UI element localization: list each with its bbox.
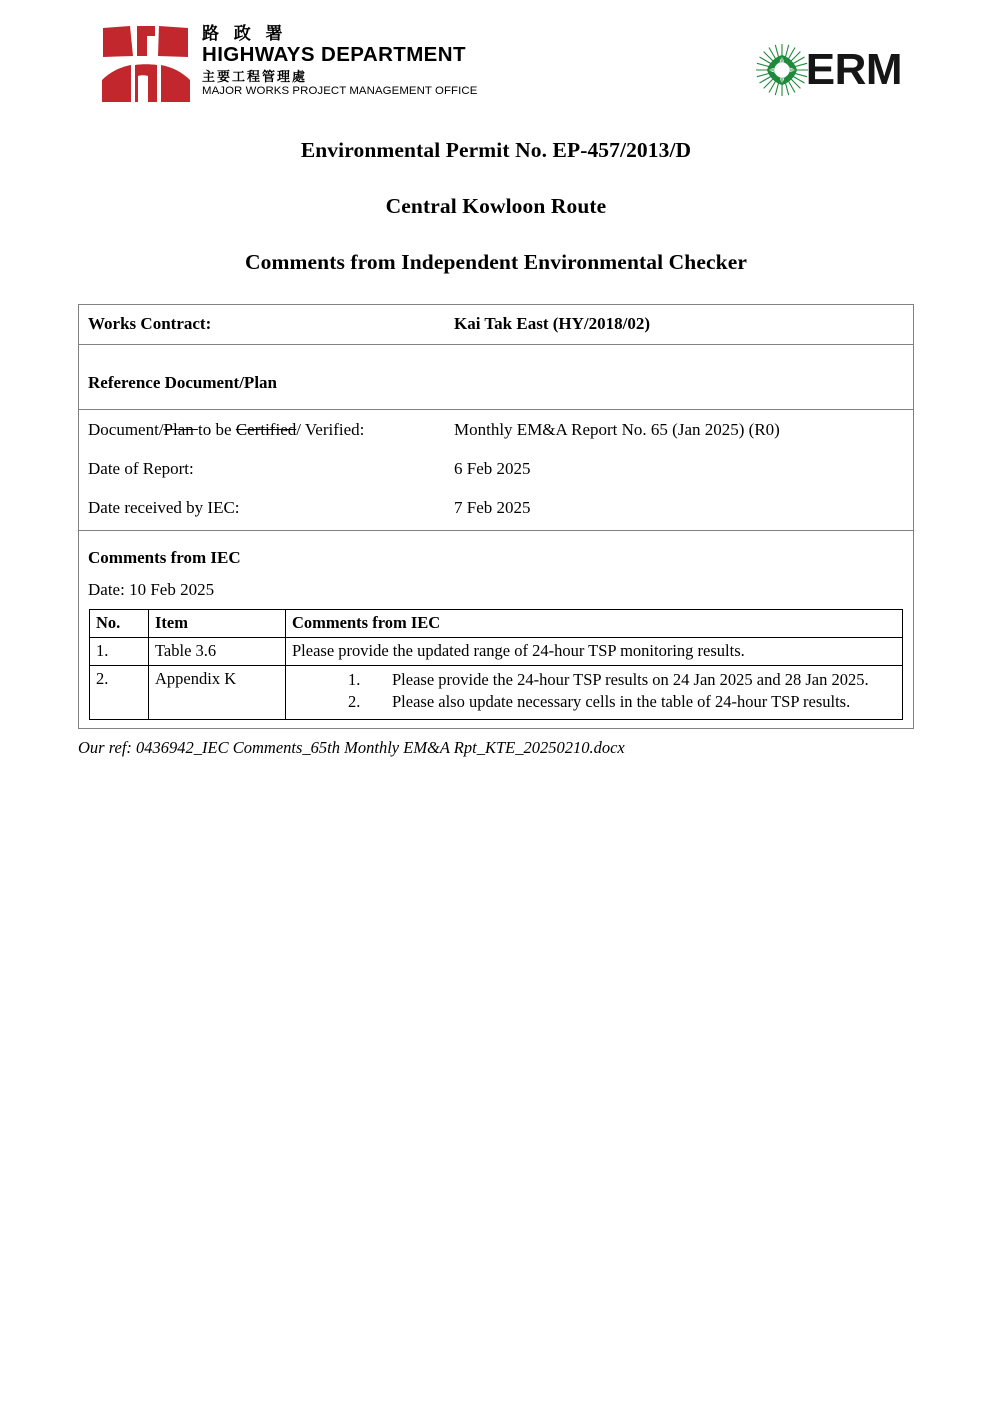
works-contract-value: Kai Tak East (HY/2018/02) — [454, 314, 651, 333]
our-ref-footer: Our ref: 0436942_IEC Comments_65th Monthly EM&A Rpt_KTE_20250210.docx — [78, 738, 625, 757]
hd-logo-chinese-office: 主要工程管理處 — [202, 68, 308, 84]
project-title: Central Kowloon Route — [385, 194, 607, 218]
date-received-row — [88, 498, 904, 518]
date-received-label: Date received by IEC: — [88, 498, 240, 517]
comment-row-text: Please provide the updated range of 24-hour TSP monitoring results. — [286, 638, 903, 666]
reference-document-section-title: Reference Document/Plan — [88, 373, 277, 392]
comment-sublist — [292, 669, 896, 713]
works-contract-row — [79, 305, 914, 345]
comments-from-iec-cell — [79, 531, 914, 729]
comments-column-no: No. — [90, 610, 149, 638]
document-header — [0, 0, 992, 112]
works-contract-label: Works Contract: — [88, 314, 212, 333]
comments-table-header-row — [90, 610, 903, 638]
hd-logo-english-office: MAJOR WORKS PROJECT MANAGEMENT OFFICE — [202, 84, 478, 97]
comment-row-sublist-cell — [286, 666, 903, 720]
comment-sublist-number: 2. — [348, 691, 361, 711]
comment-sublist-number: 1. — [348, 670, 361, 689]
comment-row-no: 1. — [90, 638, 149, 666]
document-label-strike-plan: Plan — [163, 420, 199, 439]
document-certified-label — [88, 420, 454, 440]
date-received-value: 7 Feb 2025 — [454, 498, 531, 517]
comments-date: Date: 10 Feb 2025 — [88, 580, 215, 599]
comment-sublist-item — [348, 669, 896, 691]
erm-starburst-icon — [754, 42, 810, 98]
date-of-report-label: Date of Report: — [88, 459, 194, 478]
reference-document-heading-cell — [79, 345, 914, 410]
hd-logo-chinese-name: 路 政 署 — [202, 24, 288, 43]
comment-row-no: 2. — [90, 666, 149, 720]
comments-column-comments: Comments from IEC — [286, 610, 903, 638]
hd-logo-english-name: HIGHWAYS DEPARTMENT — [202, 43, 466, 66]
permit-title: Environmental Permit No. EP-457/2013/D — [300, 138, 692, 162]
comment-sublist-item — [348, 691, 896, 713]
comments-column-item: Item — [149, 610, 286, 638]
comments-section-title: Comments from IEC — [88, 548, 241, 567]
comment-row-item: Table 3.6 — [149, 638, 286, 666]
highways-department-logo — [100, 24, 477, 106]
erm-wordmark: ERM — [805, 45, 902, 94]
document-value: Monthly EM&A Report No. 65 (Jan 2025) (R0) — [454, 420, 780, 439]
document-label-prefix: Document/ — [88, 420, 164, 439]
works-contract-cell — [79, 305, 914, 345]
comment-row-item: Appendix K — [149, 666, 286, 720]
comments-table — [89, 609, 903, 720]
highways-department-mark-icon — [100, 24, 192, 106]
erm-logo — [754, 42, 902, 98]
document-label-suffix: / Verified: — [296, 420, 365, 439]
document-titles — [0, 138, 992, 275]
document-certified-row — [88, 420, 904, 440]
document-label-mid: to be — [198, 420, 236, 439]
reference-document-details-row — [79, 410, 914, 531]
table-row — [90, 638, 903, 666]
date-of-report-value: 6 Feb 2025 — [454, 459, 531, 478]
comment-sublist-text: Please provide the 24-hour TSP results on 24 Jan 2025 and 28 Jan 2025. — [392, 670, 869, 689]
document-label-strike-certified: Certified — [235, 420, 297, 439]
comments-from-iec-row — [79, 531, 914, 729]
reference-document-details-cell — [79, 410, 914, 531]
permit-comment-table — [78, 304, 914, 729]
date-of-report-row — [88, 459, 904, 479]
comment-sublist-text: Please also update necessary cells in the table of 24-hour TSP results. — [392, 691, 851, 711]
table-row — [90, 666, 903, 720]
document-type-title: Comments from Independent Environmental Checker — [245, 250, 747, 274]
reference-document-heading-row — [79, 345, 914, 410]
